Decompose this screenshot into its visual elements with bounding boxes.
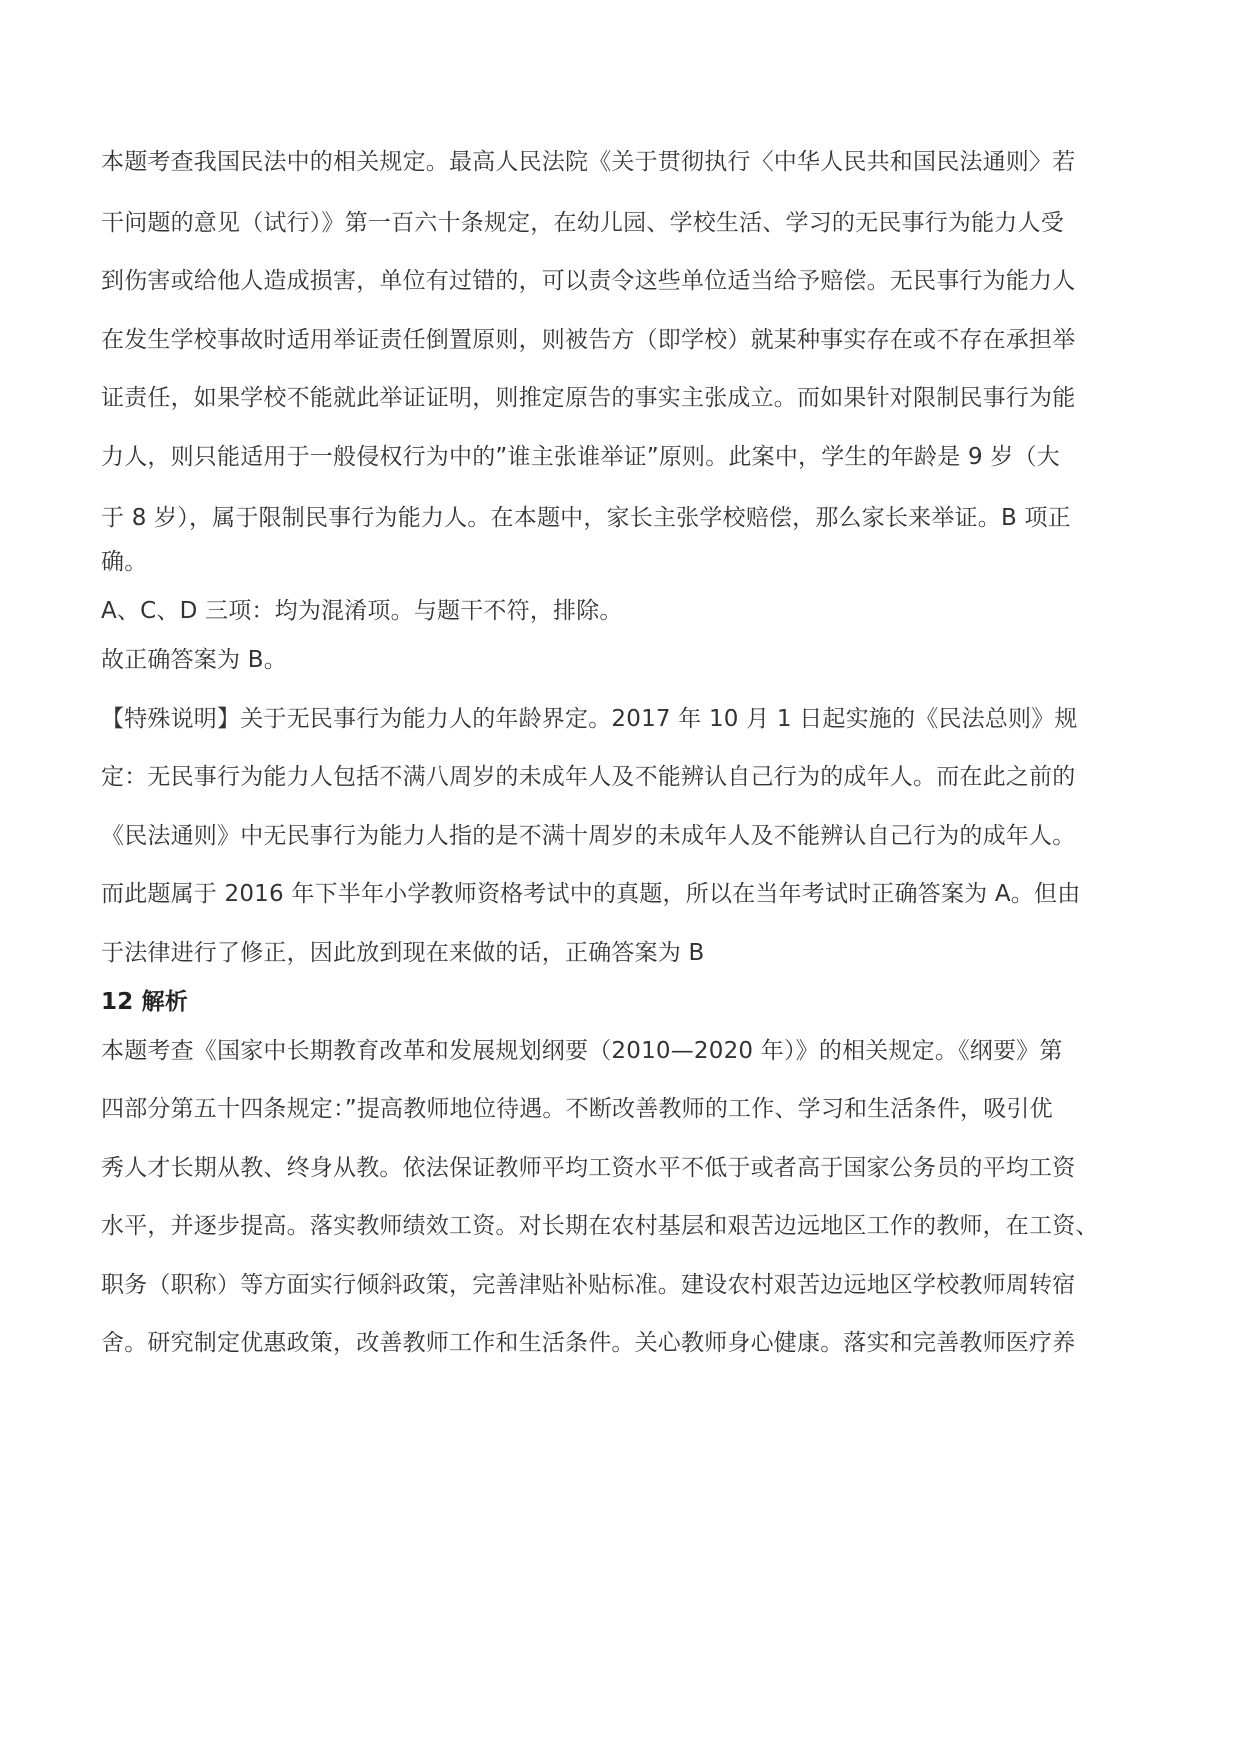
answer-line: 故正确答案为 B。 xyxy=(101,647,287,673)
options-note: A、C、D 三项：均为混淆项。与题干不符，排除。 xyxy=(101,598,623,624)
paragraph-line: 确。 xyxy=(101,549,148,575)
paragraph-line: 舍。研究制定优惠政策，改善教师工作和生活条件。关心教师身心健康。落实和完善教师医疗养 xyxy=(101,1330,1076,1356)
paragraph-line: 本题考查《国家中长期教育改革和发展规划纲要（2010—2020 年）》的相关规定。《纲要》第 xyxy=(101,1038,1063,1064)
paragraph-line: 职务（职称）等方面实行倾斜政策，完善津贴补贴标准。建设农村艰苦边远地区学校教师周转宿 xyxy=(101,1272,1076,1298)
paragraph-line: 秀人才长期从教、终身从教。依法保证教师平均工资水平不低于或者高于国家公务员的平均工资 xyxy=(101,1155,1076,1181)
special-note-line: 《民法通则》中无民事行为能力人指的是不满十周岁的未成年人及不能辨认自己行为的成年人。 xyxy=(101,823,1076,849)
special-note-line: 于法律进行了修正，因此放到现在来做的话，正确答案为 B xyxy=(101,940,705,966)
paragraph-line: 本题考查我国民法中的相关规定。最高人民法院《关于贯彻执行〈中华人民共和国民法通则〉若 xyxy=(101,149,1076,175)
special-note-line: 而此题属于 2016 年下半年小学教师资格考试中的真题，所以在当年考试时正确答案为 A。但由 xyxy=(101,881,1081,907)
paragraph-line: 力人，则只能适用于一般侵权行为中的”谁主张谁举证”原则。此案中，学生的年龄是 9 岁（大 xyxy=(101,444,1060,470)
paragraph-line: 到伤害或给他人造成损害，单位有过错的，可以责令这些单位适当给予赔偿。无民事行为能力人 xyxy=(101,268,1076,294)
paragraph-line: 在发生学校事故时适用举证责任倒置原则，则被告方（即学校）就某种事实存在或不存在承担举 xyxy=(101,327,1076,353)
special-note-line: 【特殊说明】关于无民事行为能力人的年龄界定。2017 年 10 月 1 日起实施的《民法总则》规 xyxy=(101,706,1078,732)
paragraph-line: 四部分第五十四条规定：”提高教师地位待遇。不断改善教师的工作、学习和生活条件，吸引优 xyxy=(101,1096,1053,1122)
paragraph-line: 干问题的意见（试行）》第一百六十条规定，在幼儿园、学校生活、学习的无民事行为能力人受 xyxy=(101,210,1064,236)
special-note-line: 定：无民事行为能力人包括不满八周岁的未成年人及不能辨认自己行为的成年人。而在此之前的 xyxy=(101,764,1076,790)
paragraph-line: 水平，并逐步提高。落实教师绩效工资。对长期在农村基层和艰苦边远地区工作的教师，在工资、 xyxy=(101,1213,1099,1239)
paragraph-line: 于 8 岁），属于限制民事行为能力人。在本题中，家长主张学校赔偿，那么家长来举证。B 项正 xyxy=(101,505,1071,531)
section-heading: 12 解析 xyxy=(101,989,189,1015)
paragraph-line: 证责任，如果学校不能就此举证证明，则推定原告的事实主张成立。而如果针对限制民事行为能 xyxy=(101,385,1076,411)
